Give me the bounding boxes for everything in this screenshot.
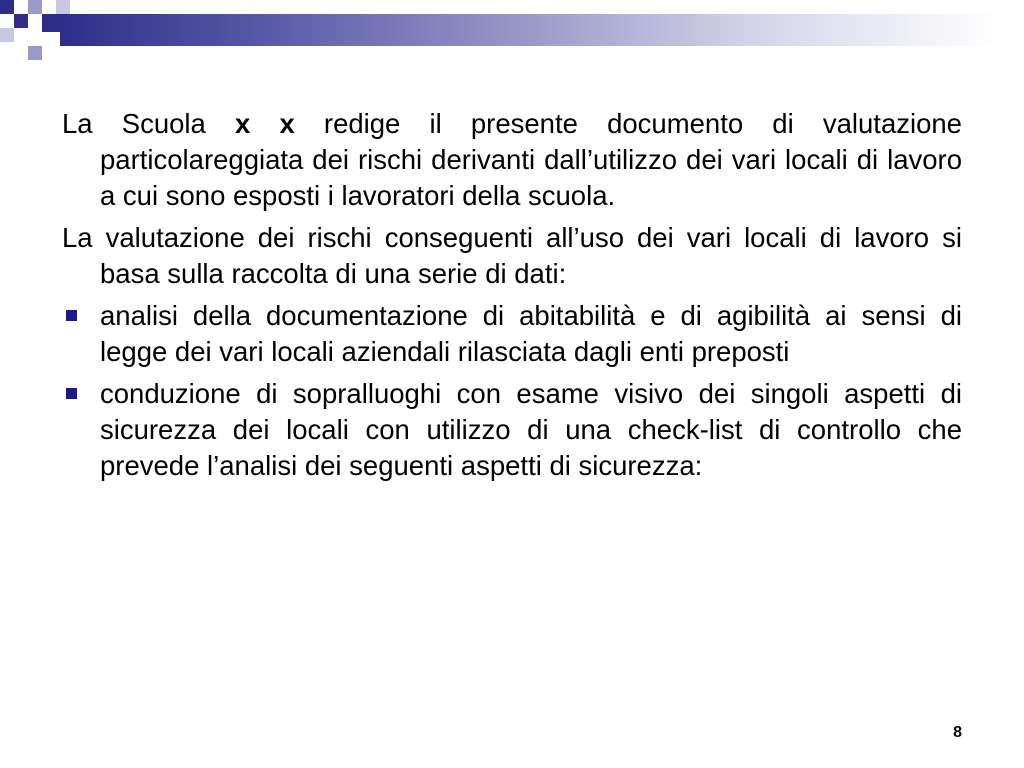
square-bullet-icon <box>66 310 77 321</box>
intro-prefix: La Scuola <box>62 108 235 139</box>
bullet-text: analisi della documentazione di abitabilità e di agibilità ai sensi di legge dei vari locali aziendali rilasciata dagli enti preposti <box>100 300 962 367</box>
paragraph-intro <box>62 106 962 214</box>
slide-body <box>62 106 962 490</box>
decor-square <box>56 0 70 14</box>
decor-square <box>0 0 14 14</box>
bullet-item <box>62 376 962 484</box>
decor-square <box>28 0 42 14</box>
school-name: x x <box>235 108 295 139</box>
paragraph-data-collection: La valutazione dei rischi conseguenti all’uso dei vari locali di lavoro si basa sulla raccolta di una serie di dati: <box>62 222 962 289</box>
square-bullet-icon <box>66 388 77 399</box>
decor-square <box>14 14 28 28</box>
decor-square <box>28 46 42 60</box>
header-gradient-bar <box>60 14 1000 46</box>
bullet-text: conduzione di sopralluoghi con esame visivo dei singoli aspetti di sicurezza dei locali con utilizzo di una check-list di controllo che prevede l’analisi dei seguenti aspetti di sicurezza: <box>100 378 962 481</box>
bullet-item <box>62 298 962 370</box>
page-number: 8 <box>953 724 962 741</box>
decor-square <box>42 32 56 46</box>
decor-square <box>14 0 28 14</box>
decor-square <box>0 28 14 42</box>
intro-rest: redige il presente documento di valutazione particolareggiata dei rischi derivanti dall’utilizzo dei vari locali di lavoro a cui sono esposti i lavoratori della scuola. <box>100 108 962 211</box>
decor-square <box>42 14 60 32</box>
